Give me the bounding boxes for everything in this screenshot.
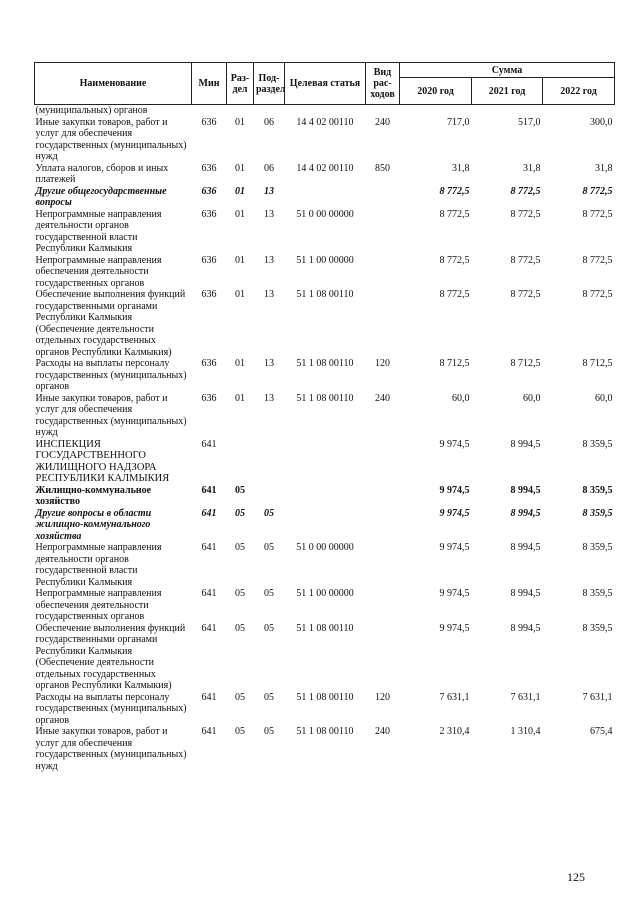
cell-min: 641 bbox=[201, 484, 217, 496]
cell-vid-rashodov: 240 bbox=[375, 116, 390, 128]
cell-razdel: 05 bbox=[235, 484, 245, 496]
cell-sum-2020: 8 712,5 bbox=[439, 358, 470, 369]
table-row bbox=[35, 105, 615, 117]
budget-table bbox=[34, 62, 615, 772]
cell-sum-2022: 7 631,1 bbox=[582, 691, 613, 703]
cell-min: 636 bbox=[201, 289, 217, 300]
cell-min: 636 bbox=[201, 185, 217, 197]
row-name: Непрограммные направления деятельности органов государственной власти Республики Калмыкия bbox=[35, 542, 162, 588]
cell-vid-rashodov bbox=[366, 623, 400, 692]
cell-razdel bbox=[227, 105, 254, 117]
cell-celevaya-statya: 51 1 08 00110 bbox=[296, 691, 354, 703]
cell-sum-2022: 8 772,5 bbox=[582, 185, 613, 197]
cell-podrazdel bbox=[254, 105, 285, 117]
table-row bbox=[35, 393, 615, 439]
cell-podrazdel: 05 bbox=[264, 588, 274, 599]
cell-sum-2020: 8 772,5 bbox=[439, 289, 470, 300]
cell-podrazdel: 05 bbox=[264, 622, 274, 634]
row-name: Расходы на выплаты персоналу государственных (муниципальных) органов bbox=[35, 691, 187, 726]
cell-celevaya-statya: 51 0 00 00000 bbox=[296, 208, 354, 220]
cell-sum-2021: 8 772,5 bbox=[510, 289, 541, 300]
cell-vid-rashodov: 850 bbox=[375, 162, 390, 174]
cell-celevaya-statya: 51 1 00 00000 bbox=[296, 254, 354, 266]
cell-sum-2022: 8 772,5 bbox=[582, 289, 613, 300]
cell-sum-2020 bbox=[400, 105, 472, 117]
row-name: (муниципальных) органов bbox=[35, 105, 148, 116]
header-razdel: Раз-дел bbox=[227, 63, 254, 105]
cell-min: 636 bbox=[201, 208, 217, 220]
cell-razdel: 01 bbox=[235, 185, 245, 197]
cell-sum-2022: 8 359,5 bbox=[582, 438, 613, 450]
cell-sum-2020: 31,8 bbox=[452, 162, 470, 174]
cell-sum-2022 bbox=[543, 105, 615, 117]
cell-vid-rashodov bbox=[366, 255, 400, 290]
cell-razdel: 01 bbox=[235, 254, 245, 266]
cell-min: 641 bbox=[201, 726, 217, 737]
cell-podrazdel: 05 bbox=[264, 507, 274, 519]
table-row bbox=[35, 623, 615, 692]
cell-celevaya-statya: 51 1 00 00000 bbox=[296, 588, 354, 599]
cell-razdel: 01 bbox=[235, 162, 245, 174]
table-row bbox=[35, 439, 615, 485]
cell-podrazdel: 05 bbox=[264, 691, 274, 703]
header-year-2021: 2021 год bbox=[472, 78, 543, 105]
row-name: ИНСПЕКЦИЯ ГОСУДАРСТВЕННОГО ЖИЛИЩНОГО НАДЗОРА РЕСПУБЛИКИ КАЛМЫКИЯ bbox=[35, 438, 170, 484]
table-row bbox=[35, 186, 615, 209]
cell-min: 636 bbox=[201, 116, 217, 128]
cell-sum-2021: 8 994,5 bbox=[510, 542, 541, 553]
cell-sum-2020: 8 772,5 bbox=[439, 185, 470, 197]
cell-celevaya-statya bbox=[285, 105, 366, 117]
cell-sum-2021: 8 772,5 bbox=[510, 208, 541, 220]
cell-celevaya-statya: 14 4 02 00110 bbox=[296, 162, 354, 174]
table-body bbox=[35, 105, 615, 773]
cell-vid-rashodov bbox=[366, 289, 400, 358]
cell-vid-rashodov bbox=[366, 542, 400, 588]
cell-sum-2022: 31,8 bbox=[595, 162, 613, 174]
row-name: Расходы на выплаты персоналу государственных (муниципальных) органов bbox=[35, 358, 187, 392]
cell-sum-2020: 9 974,5 bbox=[439, 588, 470, 599]
cell-min: 636 bbox=[201, 162, 217, 174]
table-row bbox=[35, 163, 615, 186]
table-row bbox=[35, 726, 615, 772]
cell-podrazdel: 05 bbox=[264, 726, 274, 737]
cell-celevaya-statya: 51 1 08 00110 bbox=[296, 726, 354, 737]
header-podrazdel: Под-раздел bbox=[254, 63, 285, 105]
cell-sum-2021: 8 772,5 bbox=[510, 254, 541, 266]
table-row bbox=[35, 542, 615, 588]
cell-sum-2020: 9 974,5 bbox=[439, 484, 470, 496]
cell-razdel: 05 bbox=[235, 542, 245, 553]
cell-razdel: 05 bbox=[235, 726, 245, 737]
cell-razdel bbox=[227, 439, 254, 485]
table-row bbox=[35, 117, 615, 163]
cell-vid-rashodov bbox=[366, 485, 400, 508]
cell-razdel: 01 bbox=[235, 289, 245, 300]
header-vid-rashodov: Вид рас-ходов bbox=[366, 63, 400, 105]
cell-razdel: 05 bbox=[235, 588, 245, 599]
cell-min: 641 bbox=[201, 438, 217, 450]
cell-vid-rashodov: 240 bbox=[375, 726, 390, 737]
cell-vid-rashodov bbox=[366, 186, 400, 209]
cell-sum-2021: 60,0 bbox=[523, 392, 541, 404]
cell-sum-2022: 300,0 bbox=[590, 116, 613, 128]
row-name: Другие общегосударственные вопросы bbox=[35, 185, 167, 208]
row-name: Непрограммные направления обеспечения деятельности государственных органов bbox=[35, 588, 162, 622]
cell-celevaya-statya bbox=[285, 186, 366, 209]
cell-vid-rashodov bbox=[366, 105, 400, 117]
cell-vid-rashodov: 120 bbox=[375, 691, 390, 703]
header-name: Наименование bbox=[35, 63, 192, 105]
cell-podrazdel bbox=[254, 485, 285, 508]
cell-min: 641 bbox=[201, 507, 217, 519]
cell-sum-2020: 9 974,5 bbox=[439, 438, 470, 450]
cell-min: 636 bbox=[201, 392, 217, 404]
table-row bbox=[35, 209, 615, 255]
cell-min: 641 bbox=[201, 622, 217, 634]
cell-podrazdel: 13 bbox=[264, 254, 274, 266]
table-header bbox=[35, 63, 615, 105]
header-celevaya-statya: Целевая статья bbox=[285, 63, 366, 105]
cell-celevaya-statya: 51 0 00 00000 bbox=[296, 542, 354, 553]
cell-min: 641 bbox=[201, 691, 217, 703]
cell-vid-rashodov: 240 bbox=[375, 392, 390, 404]
cell-celevaya-statya: 51 1 08 00110 bbox=[296, 392, 354, 404]
cell-sum-2022: 8 712,5 bbox=[582, 358, 613, 369]
row-name: Иные закупки товаров, работ и услуг для обеспечения государственных (муниципальных) нужд bbox=[35, 392, 187, 438]
cell-podrazdel: 06 bbox=[264, 162, 274, 174]
table-row bbox=[35, 508, 615, 543]
cell-podrazdel: 05 bbox=[264, 542, 274, 553]
cell-sum-2022: 8 359,5 bbox=[582, 542, 613, 553]
cell-sum-2021: 8 994,5 bbox=[510, 438, 541, 450]
cell-celevaya-statya bbox=[285, 439, 366, 485]
cell-sum-2021: 31,8 bbox=[523, 162, 541, 174]
table-row bbox=[35, 255, 615, 290]
header-summa: Сумма bbox=[400, 63, 615, 78]
table-row bbox=[35, 588, 615, 623]
cell-razdel: 01 bbox=[235, 392, 245, 404]
cell-vid-rashodov bbox=[366, 508, 400, 543]
cell-sum-2022: 675,4 bbox=[590, 726, 613, 737]
cell-sum-2020: 9 974,5 bbox=[439, 622, 470, 634]
cell-razdel: 05 bbox=[235, 691, 245, 703]
table-row bbox=[35, 358, 615, 393]
row-name: Другие вопросы в области жилищно-коммунального хозяйства bbox=[35, 507, 152, 542]
cell-min: 641 bbox=[201, 588, 217, 599]
cell-sum-2021: 8 772,5 bbox=[510, 185, 541, 197]
cell-sum-2020: 7 631,1 bbox=[439, 691, 470, 703]
cell-sum-2022: 8 359,5 bbox=[582, 507, 613, 519]
cell-podrazdel: 06 bbox=[264, 116, 274, 128]
cell-razdel: 05 bbox=[235, 507, 245, 519]
cell-razdel: 01 bbox=[235, 358, 245, 369]
row-name: Уплата налогов, сборов и иных платежей bbox=[35, 162, 169, 185]
cell-celevaya-statya: 51 1 08 00110 bbox=[296, 622, 354, 634]
cell-sum-2022: 8 772,5 bbox=[582, 254, 613, 266]
cell-podrazdel: 13 bbox=[264, 392, 274, 404]
page-number: 125 bbox=[567, 870, 585, 884]
cell-sum-2022: 8 359,5 bbox=[582, 622, 613, 634]
cell-sum-2022: 60,0 bbox=[595, 392, 613, 404]
table-row bbox=[35, 289, 615, 358]
cell-razdel: 05 bbox=[235, 622, 245, 634]
header-min: Мин bbox=[192, 63, 227, 105]
row-name: Обеспечение выполнения функций государственными органами Республики Калмыкия (Обеспечение деятельности отдельных государственных органов Республики Калмыкия) bbox=[35, 289, 186, 358]
cell-sum-2022: 8 772,5 bbox=[582, 208, 613, 220]
cell-sum-2021: 1 310,4 bbox=[510, 726, 541, 737]
cell-vid-rashodov bbox=[366, 209, 400, 255]
table-row bbox=[35, 485, 615, 508]
cell-sum-2022: 8 359,5 bbox=[582, 588, 613, 599]
cell-sum-2020: 2 310,4 bbox=[439, 726, 470, 737]
cell-sum-2021: 8 994,5 bbox=[510, 507, 541, 519]
cell-sum-2021: 8 994,5 bbox=[510, 484, 541, 496]
row-name: Непрограммные направления обеспечения деятельности государственных органов bbox=[35, 254, 162, 289]
cell-celevaya-statya: 51 1 08 00110 bbox=[296, 289, 354, 300]
cell-podrazdel: 13 bbox=[264, 289, 274, 300]
cell-sum-2021 bbox=[472, 105, 543, 117]
table-row bbox=[35, 692, 615, 727]
cell-vid-rashodov bbox=[366, 588, 400, 623]
cell-min: 641 bbox=[201, 542, 217, 553]
cell-vid-rashodov bbox=[366, 439, 400, 485]
header-year-2020: 2020 год bbox=[400, 78, 472, 105]
row-name: Иные закупки товаров, работ и услуг для обеспечения государственных (муниципальных) нужд bbox=[35, 116, 187, 162]
row-name: Иные закупки товаров, работ и услуг для обеспечения государственных (муниципальных) нужд bbox=[35, 726, 187, 772]
cell-sum-2021: 8 712,5 bbox=[510, 358, 541, 369]
row-name: Непрограммные направления деятельности органов государственной власти Республики Калмыкия bbox=[35, 208, 162, 254]
cell-min: 636 bbox=[201, 254, 217, 266]
cell-razdel: 01 bbox=[235, 208, 245, 220]
cell-podrazdel: 13 bbox=[264, 358, 274, 369]
cell-celevaya-statya bbox=[285, 485, 366, 508]
cell-min bbox=[192, 105, 227, 117]
row-name: Обеспечение выполнения функций государственными органами Республики Калмыкия (Обеспечение деятельности отдельных государственных органов Республики Калмыкия) bbox=[35, 622, 186, 691]
cell-sum-2020: 9 974,5 bbox=[439, 542, 470, 553]
cell-razdel: 01 bbox=[235, 116, 245, 128]
cell-podrazdel: 13 bbox=[264, 208, 274, 220]
cell-sum-2020: 9 974,5 bbox=[439, 507, 470, 519]
cell-sum-2020: 717,0 bbox=[447, 116, 470, 128]
cell-podrazdel: 13 bbox=[264, 185, 274, 197]
cell-sum-2021: 8 994,5 bbox=[510, 588, 541, 599]
cell-celevaya-statya: 14 4 02 00110 bbox=[296, 116, 354, 128]
cell-min: 636 bbox=[201, 358, 217, 369]
cell-sum-2020: 8 772,5 bbox=[439, 208, 470, 220]
cell-podrazdel bbox=[254, 439, 285, 485]
cell-celevaya-statya: 51 1 08 00110 bbox=[296, 358, 354, 369]
cell-celevaya-statya bbox=[285, 508, 366, 543]
row-name: Жилищно-коммунальное хозяйство bbox=[35, 484, 152, 507]
cell-sum-2021: 8 994,5 bbox=[510, 622, 541, 634]
header-year-2022: 2022 год bbox=[543, 78, 615, 105]
cell-sum-2020: 60,0 bbox=[452, 392, 470, 404]
cell-sum-2021: 7 631,1 bbox=[510, 691, 541, 703]
cell-vid-rashodov: 120 bbox=[375, 358, 390, 369]
cell-sum-2020: 8 772,5 bbox=[439, 254, 470, 266]
cell-sum-2021: 517,0 bbox=[518, 116, 541, 128]
cell-sum-2022: 8 359,5 bbox=[582, 484, 613, 496]
